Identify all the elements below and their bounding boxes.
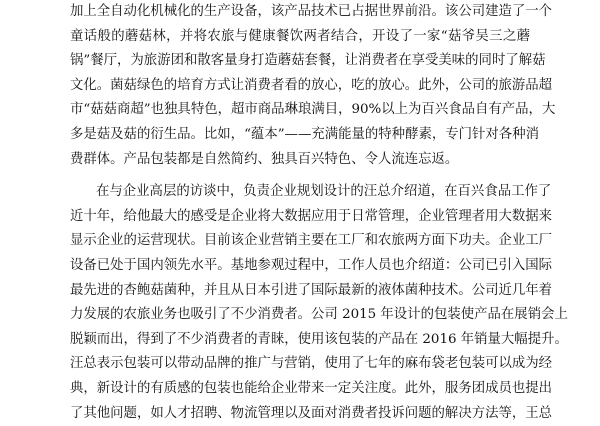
paragraph-interview bbox=[70, 180, 530, 426]
text-line: 多是菇及菇的衍生品。比如，“蕴本”——充满能量的特种酵素，专门针对各种消 bbox=[70, 123, 530, 148]
text-line: 市“菇菇商超”也独具特色，超市商品琳琅满目，90%以上为百兴食品自有产品，大 bbox=[70, 98, 530, 123]
text-line: 童话般的蘑菇林，并将农旅与健康餐饮两者结合，开设了一家“菇爷吴三之蘑 bbox=[70, 25, 530, 50]
document-body bbox=[70, 0, 530, 426]
text-line: 力发展的农旅业务也吸引了不少消费者。公司 2015 年设计的包装使产品在展销会上 bbox=[70, 303, 530, 328]
text-line: 设备已处于国内领先水平。基地参观过程中，工作人员也介绍道：公司已引入国际 bbox=[70, 254, 530, 279]
paragraph-nongli-description bbox=[70, 0, 530, 172]
paragraph-spacer bbox=[70, 172, 530, 180]
text-line: 在与企业高层的访谈中，负责企业规划设计的汪总介绍道，在百兴食品工作了 bbox=[70, 180, 530, 205]
text-line: 典，新设计的有质感的包装也能给企业带来一定关注度。此外，服务团成员也提出 bbox=[70, 377, 530, 402]
text-line: 了其他问题，如人才招聘、物流管理以及面对消费者投诉问题的解决方法等，王总 bbox=[70, 402, 530, 426]
text-line: 加上全自动化机械化的生产设备，该产品技术已占据世界前沿。该公司建造了一个 bbox=[70, 0, 530, 25]
text-line: 最先进的杏鲍菇菌种，并且从日本引进了国际最新的液体菌种技术。公司近几年着 bbox=[70, 279, 530, 304]
text-line: 文化。菌菇绿色的培育方式让消费者看的放心，吃的放心。此外，公司的旅游品超 bbox=[70, 74, 530, 99]
text-line: 近十年，给他最大的感受是企业将大数据应用于日常管理，企业管理者用大数据来 bbox=[70, 205, 530, 230]
text-line: 显示企业的运营现状。目前该企业营销主要在工厂和农旅两方面下功夫。企业工厂 bbox=[70, 229, 530, 254]
text-line: 费群体。产品包装都是自然简约、独具百兴特色、令人流连忘返。 bbox=[70, 148, 530, 173]
text-line: 脱颖而出，得到了不少消费者的青睐，使用该包装的产品在 2016 年销量大幅提升。 bbox=[70, 328, 530, 353]
text-line: 汪总表示包装可以带动品牌的推广与营销，使用了七年的麻布袋老包装可以成为经 bbox=[70, 352, 530, 377]
text-line: 锅”餐厅，为旅游团和散客量身打造蘑菇套餐，让消费者在享受美味的同时了解菇 bbox=[70, 49, 530, 74]
